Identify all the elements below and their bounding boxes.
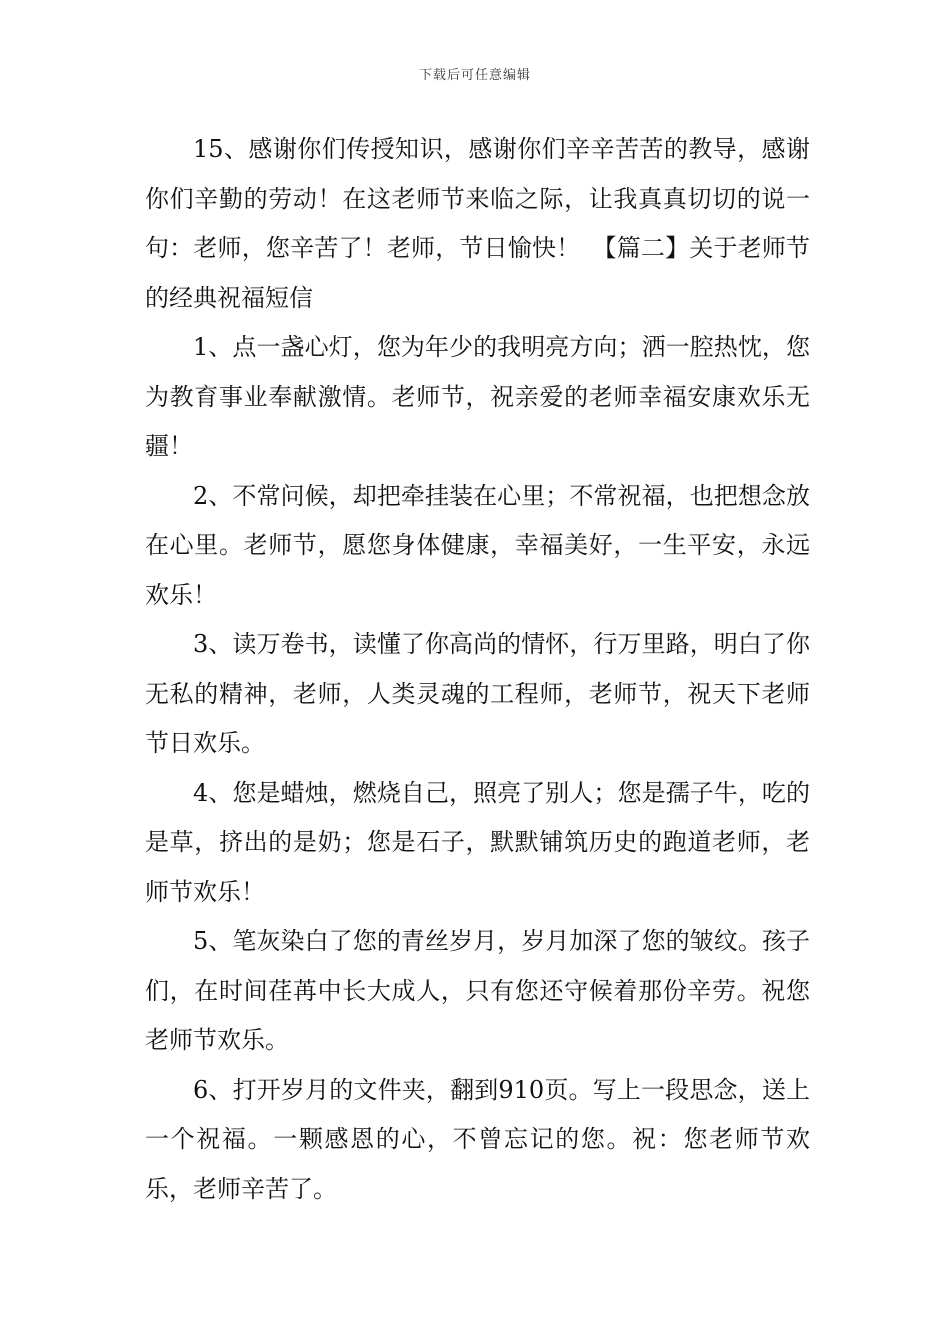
header-note: 下载后可任意编辑 (418, 68, 531, 83)
paragraph-1: 1、点一盏心灯，您为年少的我明亮方向；洒一腔热忱，您为教育事业奉献激情。老师节，祝亲爱的老师幸福安康欢乐无疆！ (145, 333, 810, 460)
paragraph-3: 3、读万卷书，读懂了你高尚的情怀，行万里路，明白了你无私的精神，老师，人类灵魂的工程师，老师节，祝天下老师节日欢乐。 (145, 630, 810, 757)
paragraph-6: 6、打开岁月的文件夹，翻到910页。写上一段思念，送上一个祝福。一颗感恩的心，不曾忘记的您。祝：您老师节欢乐，老师辛苦了。 (145, 1075, 810, 1203)
paragraph-2: 2、不常问候，却把牵挂装在心里；不常祝福，也把想念放在心里。老师节，愿您身体健康，幸福美好，一生平安，永远欢乐！ (145, 481, 810, 609)
paragraph-5: 5、笔灰染白了您的青丝岁月，岁月加深了您的皱纹。孩子们，在时间荏苒中长大成人，只有您还守候着那份辛劳。祝您老师节欢乐。 (145, 927, 810, 1054)
paragraph-4: 4、您是蜡烛，燃烧自己，照亮了别人；您是孺子牛，吃的是草，挤出的是奶；您是石子，默默铺筑历史的跑道老师，老师节欢乐！ (145, 778, 810, 906)
document-body (145, 125, 810, 1214)
paragraph-15: 15、感谢你们传授知识，感谢你们辛辛苦苦的教导，感谢你们辛勤的劳动！在这老师节来临之际，让我真真切切的说一句：老师，您辛苦了！老师，节日愉快！ 【篇二】关于老师节的经典祝福短信 (145, 135, 810, 312)
